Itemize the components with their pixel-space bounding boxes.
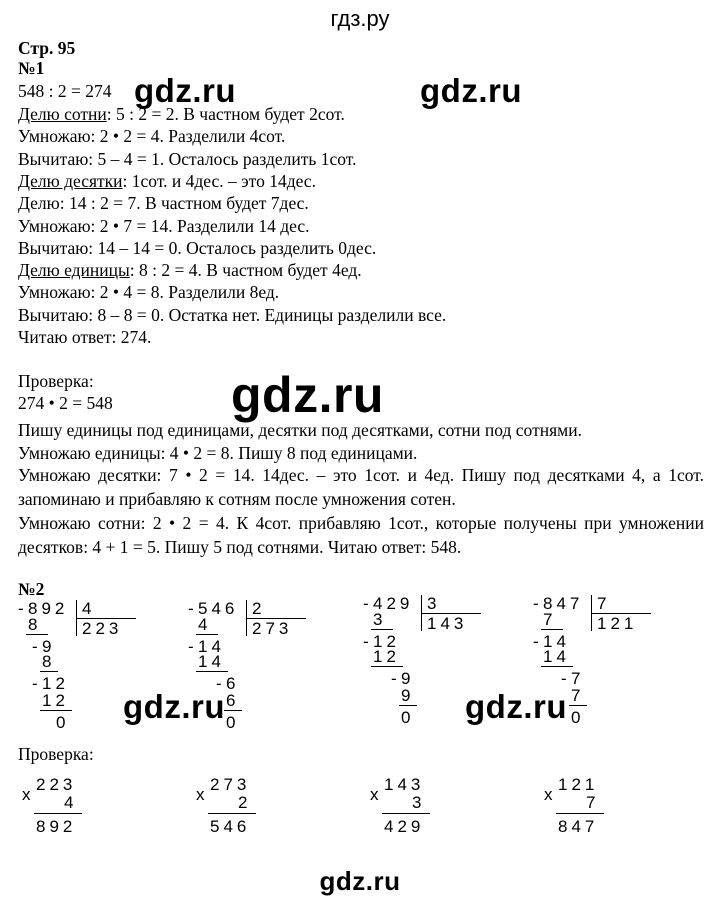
result-line bbox=[208, 813, 256, 814]
check-label: Проверка: bbox=[18, 371, 94, 391]
partial-dividend: 6 bbox=[226, 674, 240, 693]
task2-check-label: Проверка: bbox=[18, 744, 94, 764]
subtract-line bbox=[399, 705, 417, 706]
solution-line bbox=[18, 193, 309, 213]
subtrahend: 14 bbox=[198, 652, 225, 671]
solution-line bbox=[18, 238, 376, 258]
remainder: 0 bbox=[401, 708, 415, 727]
dividend: 847 bbox=[543, 594, 584, 613]
subtract-line bbox=[541, 666, 573, 667]
multiplier: 2 bbox=[238, 793, 252, 812]
minus-sign: - bbox=[533, 594, 543, 613]
check-line: Умножаю единицы: 4 • 2 = 8. Пишу 8 под единицами. bbox=[18, 443, 418, 463]
minus-sign: - bbox=[363, 594, 373, 613]
page-label: Стр. 95 bbox=[18, 38, 76, 58]
partial-dividend: 9 bbox=[401, 669, 415, 688]
partial-dividend: 14 bbox=[543, 632, 570, 651]
step-text: : 5 : 2 = 2. В частном будет 2сот. bbox=[106, 104, 345, 124]
solution-line bbox=[18, 171, 316, 191]
subtrahend: 6 bbox=[226, 691, 240, 710]
multiplicand: 273 bbox=[210, 775, 251, 794]
subtrahend: 9 bbox=[401, 686, 415, 705]
subtrahend: 12 bbox=[42, 691, 69, 710]
solution-line bbox=[18, 216, 309, 236]
minus-sign: - bbox=[32, 674, 42, 693]
step-text: Читаю ответ: 274. bbox=[18, 327, 152, 347]
quotient: 273 bbox=[252, 619, 293, 638]
remainder: 0 bbox=[571, 708, 585, 727]
subtrahend: 8 bbox=[28, 615, 42, 634]
subtract-line bbox=[224, 710, 242, 711]
step-text: Умножаю: 2 • 7 = 14. Разделили 14 дес. bbox=[18, 215, 310, 236]
quotient: 121 bbox=[597, 614, 638, 633]
task1-number: №1 bbox=[18, 58, 45, 78]
remainder: 0 bbox=[56, 713, 70, 732]
minus-sign: - bbox=[18, 599, 28, 618]
step-text: Умножаю: 2 • 4 = 8. Разделили 8ед. bbox=[18, 282, 280, 303]
product: 847 bbox=[558, 817, 599, 836]
subtract-line bbox=[371, 629, 393, 630]
product: 429 bbox=[384, 817, 425, 836]
step-text: Вычитаю: 14 – 14 = 0. Осталось разделить 0дес. bbox=[18, 237, 377, 258]
subtract-line bbox=[196, 671, 228, 672]
task2-number: №2 bbox=[18, 579, 45, 599]
times-sign: х bbox=[370, 785, 383, 804]
minus-sign: - bbox=[363, 632, 373, 651]
quotient: 143 bbox=[427, 614, 468, 633]
multiplier: 7 bbox=[586, 793, 600, 812]
subtrahend: 7 bbox=[543, 610, 557, 629]
subtract-line bbox=[196, 634, 218, 635]
divisor: 2 bbox=[252, 599, 266, 618]
check-equation: 274 • 2 = 548 bbox=[18, 393, 113, 413]
minus-sign: - bbox=[32, 637, 42, 656]
solution-line bbox=[18, 149, 357, 169]
partial-dividend: 14 bbox=[198, 637, 225, 656]
watermark-logo: gdz.ru bbox=[134, 72, 236, 109]
watermark-logo: gdz.ru bbox=[420, 72, 522, 109]
minus-sign: - bbox=[216, 674, 226, 693]
multiplicand: 143 bbox=[384, 775, 425, 794]
multiplicand: 223 bbox=[36, 775, 77, 794]
watermark-logo: gdz.ru bbox=[231, 367, 384, 423]
step-text: : 1сот. и 4дес. – это 14дес. bbox=[122, 170, 316, 191]
partial-dividend: 12 bbox=[42, 674, 69, 693]
subtract-line bbox=[569, 705, 587, 706]
subtrahend: 7 bbox=[571, 686, 585, 705]
result-line bbox=[556, 813, 604, 814]
site-header[interactable]: гдз.ру bbox=[330, 6, 390, 31]
times-sign: х bbox=[22, 785, 35, 804]
remainder: 0 bbox=[226, 713, 240, 732]
result-line bbox=[34, 813, 82, 814]
step-text: Делю: 14 : 2 = 7. В частном будет 7дес. bbox=[18, 193, 309, 214]
subtract-line bbox=[40, 671, 58, 672]
times-sign: х bbox=[544, 785, 557, 804]
multiplicand: 121 bbox=[558, 775, 599, 794]
step-text: Умножаю: 2 • 2 = 4. Разделили 4сот. bbox=[18, 126, 286, 147]
check-line: Пишу единицы под единицами, десятки под десятками, сотни под сотнями. bbox=[18, 420, 582, 440]
minus-sign: - bbox=[188, 599, 198, 618]
step-heading: Делю единицы bbox=[18, 260, 130, 281]
check-paragraph: Умножаю десятки: 7 • 2 = 14. 14дес. – это 1сот. и 4ед. Пишу под десятками 4, а 1сот. запоминаю и прибавляю к сотням после умножения сотен. bbox=[18, 465, 704, 509]
times-sign: х bbox=[196, 785, 209, 804]
subtract-line bbox=[26, 634, 48, 635]
minus-sign: - bbox=[391, 669, 401, 688]
step-text: Вычитаю: 8 – 8 = 0. Остатка нет. Единицы разделили все. bbox=[18, 304, 447, 325]
subtrahend: 4 bbox=[198, 615, 212, 634]
subtract-line bbox=[371, 666, 403, 667]
footer-watermark[interactable]: gdz.ru bbox=[319, 866, 401, 896]
minus-sign: - bbox=[561, 669, 571, 688]
divisor: 7 bbox=[597, 594, 611, 613]
result-line bbox=[382, 813, 430, 814]
subtrahend: 14 bbox=[543, 647, 570, 666]
dividend: 892 bbox=[28, 599, 69, 618]
solution-line bbox=[18, 260, 362, 280]
subtract-line bbox=[541, 629, 563, 630]
product: 546 bbox=[210, 817, 251, 836]
divisor: 4 bbox=[82, 599, 96, 618]
subtract-line bbox=[40, 710, 72, 711]
subtrahend: 12 bbox=[373, 647, 400, 666]
product: 892 bbox=[36, 817, 77, 836]
solution-line bbox=[18, 305, 446, 325]
task1-equation: 548 : 2 = 274 bbox=[18, 81, 112, 101]
divisor: 3 bbox=[427, 594, 441, 613]
dividend: 546 bbox=[198, 599, 239, 618]
step-text: Вычитаю: 5 – 4 = 1. Осталось разделить 1сот. bbox=[18, 148, 357, 169]
solution-line bbox=[18, 126, 285, 146]
multiplier: 4 bbox=[64, 793, 78, 812]
solution-line bbox=[18, 282, 279, 302]
watermark-logo: gdz.ru bbox=[123, 688, 225, 725]
minus-sign: - bbox=[188, 637, 198, 656]
multiplier: 3 bbox=[412, 793, 426, 812]
step-heading: Делю сотни bbox=[18, 104, 107, 124]
partial-dividend: 7 bbox=[571, 669, 585, 688]
subtrahend: 8 bbox=[42, 652, 56, 671]
step-text: : 8 : 2 = 4. В частном будет 4ед. bbox=[129, 260, 362, 281]
watermark-logo: gdz.ru bbox=[465, 688, 567, 725]
dividend: 429 bbox=[373, 594, 414, 613]
quotient: 223 bbox=[82, 619, 123, 638]
partial-dividend: 9 bbox=[42, 637, 56, 656]
solution-line bbox=[18, 327, 151, 347]
step-heading: Делю десятки bbox=[18, 170, 123, 191]
subtrahend: 3 bbox=[373, 610, 387, 629]
minus-sign: - bbox=[533, 632, 543, 651]
check-paragraph: Умножаю сотни: 2 • 2 = 4. К 4сот. прибавляю 1сот., которые получены при умножении десятков: 4 + 1 = 5. Пишу 5 под сотнями. Читаю ответ: 548. bbox=[18, 513, 704, 557]
partial-dividend: 12 bbox=[373, 632, 400, 651]
